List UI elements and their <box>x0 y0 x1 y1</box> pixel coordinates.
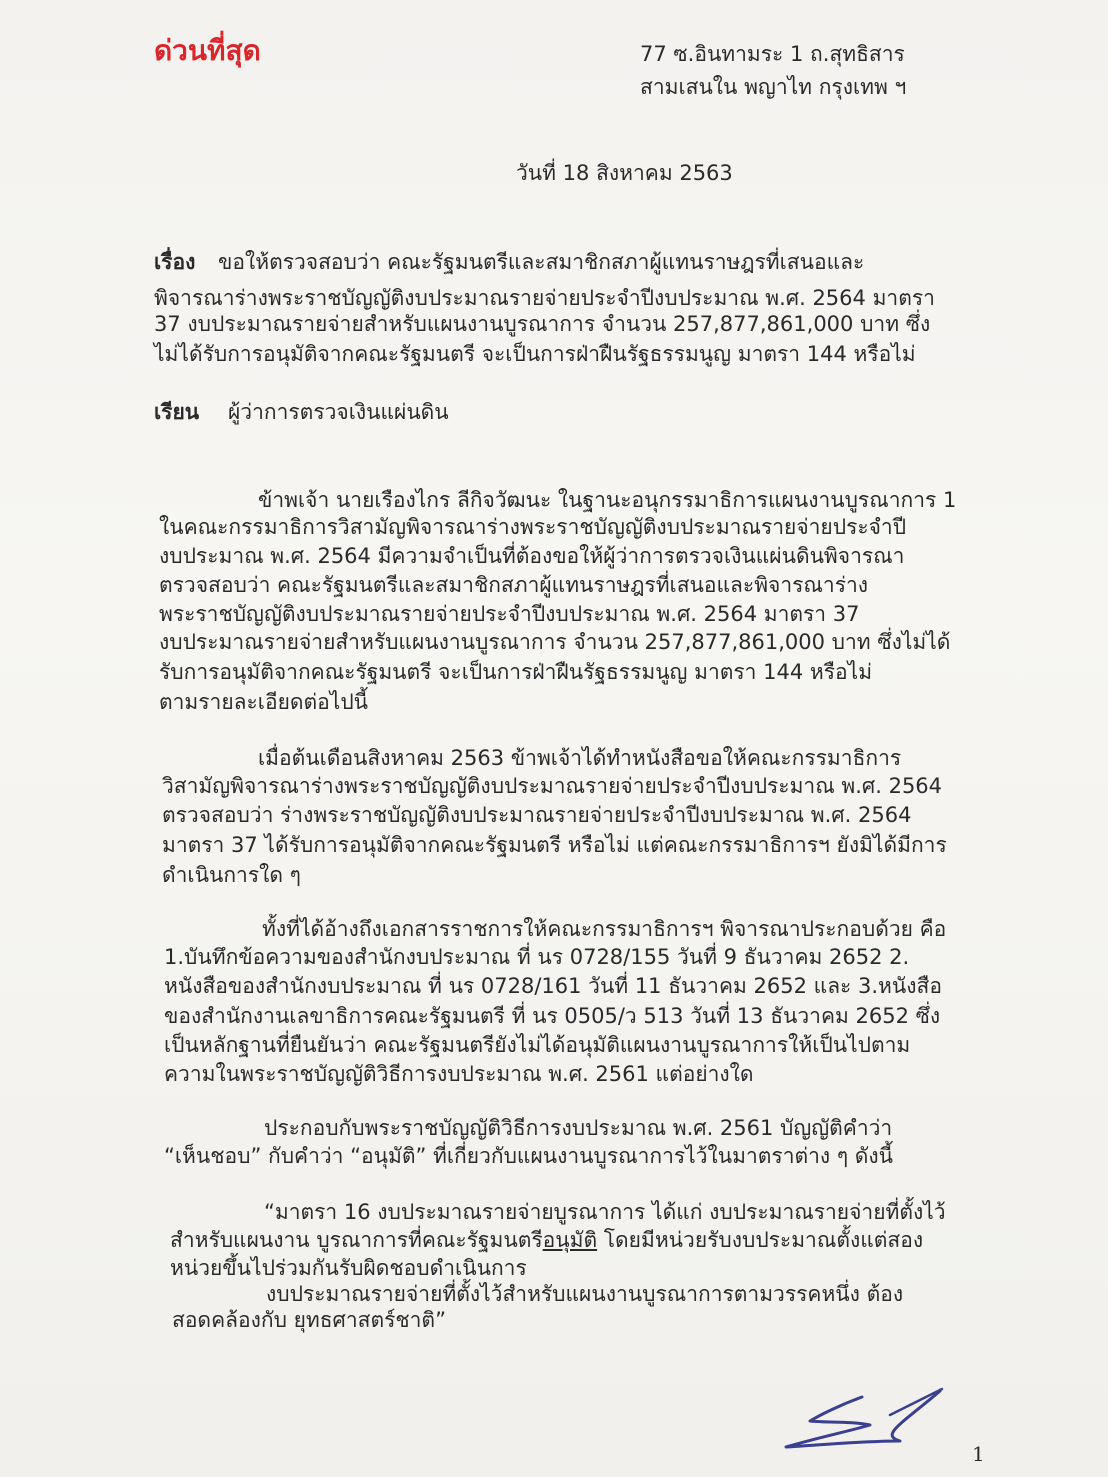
recipient-label: เรียน <box>154 400 200 424</box>
body-line: งบประมาณ พ.ศ. 2564 มีความจำเป็นที่ต้องขอให้ผู้ว่าการตรวจเงินแผ่นดินพิจารณา <box>159 544 905 568</box>
body-line: “เห็นชอบ” กับคำว่า “อนุมัติ” ที่เกี่ยวกับแผนงานบูรณาการไว้ในมาตราต่าง ๆ ดังนี้ <box>164 1144 894 1168</box>
subject-line: ไม่ได้รับการอนุมัติจากคณะรัฐมนตรี จะเป็นการฝ่าฝืนรัฐธรรมนูญ มาตรา 144 หรือไม่ <box>154 342 916 366</box>
body-line: ตามรายละเอียดต่อไปนี้ <box>159 690 369 714</box>
address-line-1: 77 ซ.อินทามระ 1 ถ.สุทธิสาร <box>640 42 905 66</box>
quote-line: หน่วยขึ้นไปร่วมกันรับผิดชอบดำเนินการ <box>170 1256 527 1280</box>
quote-line <box>170 1226 923 1254</box>
body-line: เป็นหลักฐานที่ยืนยันว่า คณะรัฐมนตรียังไม่ได้อนุมัติแผนงานบูรณาการให้เป็นไปตาม <box>164 1033 911 1057</box>
body-line: ตรวจสอบว่า ร่างพระราชบัญญัติงบประมาณรายจ่ายประจำปีงบประมาณ พ.ศ. 2564 <box>162 803 912 827</box>
quote-text: โดยมีหน่วยรับงบประมาณตั้งแต่สอง <box>597 1228 924 1252</box>
signature-scribble <box>780 1385 950 1455</box>
body-line: ข้าพเจ้า นายเรืองไกร ลีกิจวัฒนะ ในฐานะอนุกรรมาธิการแผนงานบูรณาการ 1 <box>258 488 957 512</box>
quote-line: งบประมาณรายจ่ายที่ตั้งไว้สำหรับแผนงานบูรณาการตามวรรคหนึ่ง ต้อง <box>266 1282 904 1306</box>
body-line: งบประมาณรายจ่ายสำหรับแผนงานบูรณาการ จำนวน 257,877,861,000 บาท ซึ่งไม่ได้ <box>159 630 951 654</box>
body-line: พระราชบัญญัติงบประมาณรายจ่ายประจำปีงบประมาณ พ.ศ. 2564 มาตรา 37 <box>159 602 860 626</box>
body-line: ความในพระราชบัญญัติวิธีการงบประมาณ พ.ศ. 2561 แต่อย่างใด <box>164 1062 754 1086</box>
letter-date: วันที่ 18 สิงหาคม 2563 <box>516 161 733 185</box>
body-line: หนังสือของสำนักงบประมาณ ที่ นร 0728/161 วันที่ 11 ธันวาคม 2652 และ 3.หนังสือ <box>164 974 942 998</box>
quote-line: “มาตรา 16 งบประมาณรายจ่ายบูรณาการ ได้แก่ งบประมาณรายจ่ายที่ตั้งไว้ <box>264 1200 946 1224</box>
body-line: ในคณะกรรมาธิการวิสามัญพิจารณาร่างพระราชบัญญัติงบประมาณรายจ่ายประจำปี <box>159 515 907 539</box>
body-line: ดำเนินการใด ๆ <box>162 863 301 887</box>
quote-text: สำหรับแผนงาน บูรณาการที่คณะรัฐมนตรี <box>170 1228 543 1252</box>
body-line: ทั้งที่ได้อ้างถึงเอกสารราชการให้คณะกรรมาธิการฯ พิจารณาประกอบด้วย คือ <box>262 917 947 941</box>
address-line-2: สามเสนใน พญาไท กรุงเทพ ฯ <box>640 75 907 99</box>
body-line: ตรวจสอบว่า คณะรัฐมนตรีและสมาชิกสภาผู้แทนราษฎรที่เสนอและพิจารณาร่าง <box>159 573 869 597</box>
recipient-name: ผู้ว่าการตรวจเงินแผ่นดิน <box>228 400 449 424</box>
body-line: วิสามัญพิจารณาร่างพระราชบัญญัติงบประมาณรายจ่ายประจำปีงบประมาณ พ.ศ. 2564 <box>162 774 943 798</box>
subject-line: 37 งบประมาณรายจ่ายสำหรับแผนงานบูรณาการ จำนวน 257,877,861,000 บาท ซึ่ง <box>154 312 931 336</box>
page-number: 1 <box>972 1442 985 1466</box>
quote-underlined-word: อนุมัติ <box>542 1228 598 1252</box>
body-line: มาตรา 37 ได้รับการอนุมัติจากคณะรัฐมนตรี หรือไม่ แต่คณะกรรมาธิการฯ ยังมิได้มีการ <box>162 833 947 857</box>
quote-line: สอดคล้องกับ ยุทธศาสตร์ชาติ” <box>172 1308 446 1332</box>
urgency-label: ด่วนที่สุด <box>154 34 261 67</box>
body-line: รับการอนุมัติจากคณะรัฐมนตรี จะเป็นการฝ่าฝืนรัฐธรรมนูญ มาตรา 144 หรือไม่ <box>159 660 873 684</box>
body-line: 1.บันทึกข้อความของสำนักงบประมาณ ที่ นร 0728/155 วันที่ 9 ธันวาคม 2652 2. <box>164 945 910 969</box>
subject-label: เรื่อง <box>154 250 196 274</box>
subject-line: พิจารณาร่างพระราชบัญญัติงบประมาณรายจ่ายประจำปีงบประมาณ พ.ศ. 2564 มาตรา <box>154 286 935 310</box>
subject-line: ขอให้ตรวจสอบว่า คณะรัฐมนตรีและสมาชิกสภาผู้แทนราษฎรที่เสนอและ <box>218 250 865 274</box>
body-line: เมื่อต้นเดือนสิงหาคม 2563 ข้าพเจ้าได้ทำหนังสือขอให้คณะกรรมาธิการ <box>258 746 902 770</box>
body-line: ประกอบกับพระราชบัญญัติวิธีการงบประมาณ พ.ศ. 2561 บัญญัติคำว่า <box>264 1116 893 1140</box>
body-line: ของสำนักงานเลขาธิการคณะรัฐมนตรี ที่ นร 0505/ว 513 วันที่ 13 ธันวาคม 2652 ซึ่ง <box>164 1004 941 1028</box>
